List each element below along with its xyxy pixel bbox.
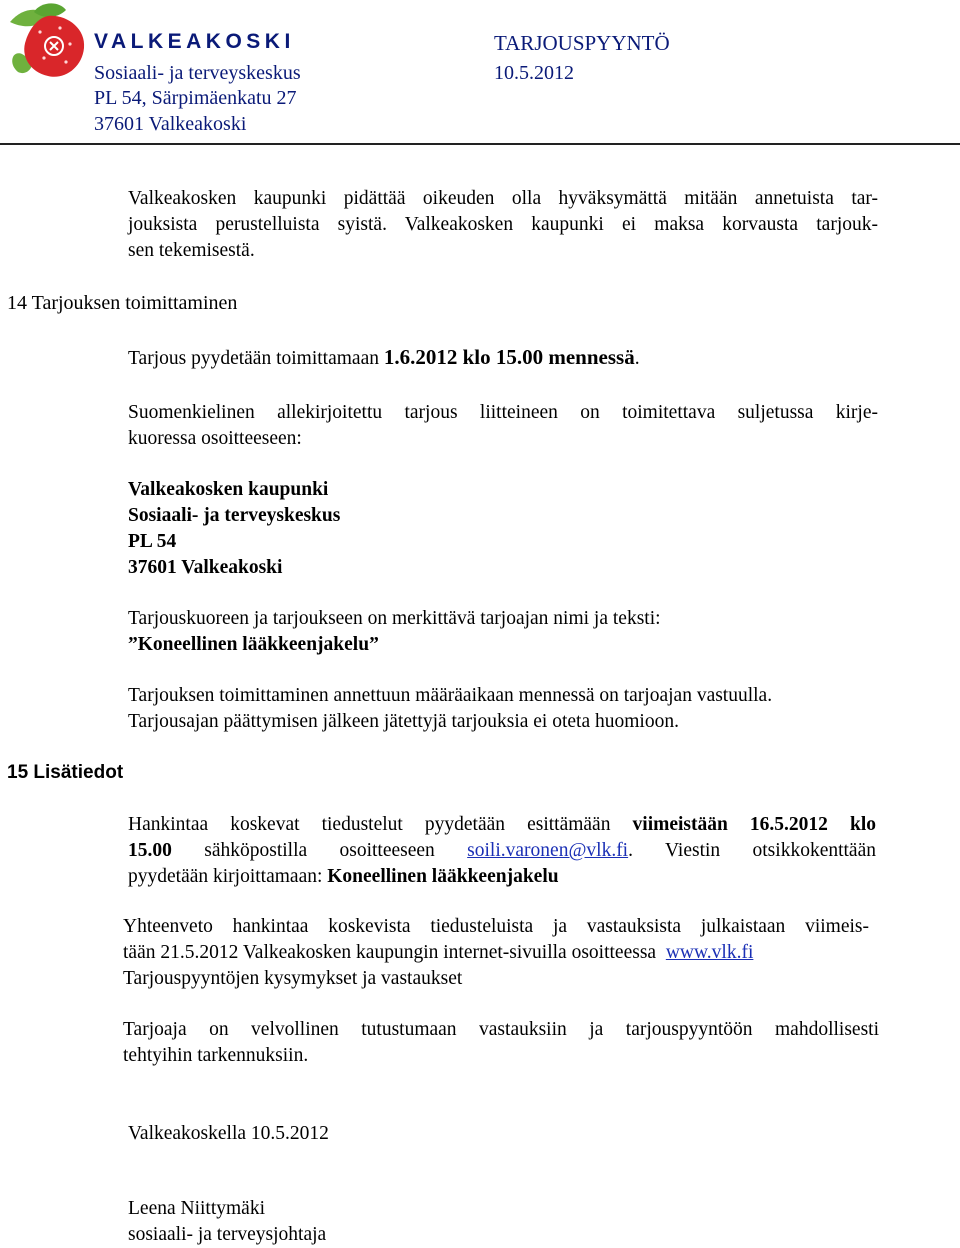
delivery-instructions [128,400,878,452]
summary-prefix: tään 21.5.2012 Valkeakosken kaupungin internet-sivuilla osoitteessa [123,942,666,963]
address-line: Sosiaali- ja terveyskeskus [128,505,341,526]
marking-title: ”Koneellinen lääkkeenjakelu” [128,634,379,655]
deadline-date: 1.6.2012 klo 15.00 mennessä [383,345,635,369]
address-line: 37601 Valkeakoski [128,557,283,578]
header-unit: Sosiaali- ja terveyskeskus [94,62,301,84]
envelope-marking [128,606,661,658]
place-date: Valkeakoskella 10.5.2012 [128,1123,329,1144]
summary-line: Yhteenveto hankintaa koskevista tiedusteluista ja vastauksista julkaistaan viimeis- [123,916,869,937]
summary-line: Tarjouspyyntöjen kysymykset ja vastaukset [123,968,463,989]
marking-text: Tarjouskuoreen ja tarjoukseen on merkittävä tarjoajan nimi ja teksti: [128,608,661,629]
strawberry-logo-icon [4,2,88,80]
inquiries-line [128,812,876,838]
address-line: Valkeakosken kaupunki [128,479,329,500]
responsibility-line: Tarjouksen toimittaminen annettuun määräaikaan mennessä on tarjoajan vastuulla. [128,685,773,706]
inquiries-subject: Koneellinen lääkkeenjakelu [327,866,559,887]
signature-block [128,1196,326,1248]
intro-line: Valkeakosken kaupunki pidättää oikeuden olla hyväksymättä mitään annetuista tar- [128,188,878,209]
instructions-line: Suomenkielinen allekirjoitettu tarjous liitteineen on toimitettava suljetussa kirje- [128,402,878,423]
inquiries-post: . Viestin otsikkokenttään [628,840,876,861]
signer-name: Leena Niittymäki [128,1198,265,1219]
obligation-paragraph [123,1017,879,1069]
responsibility-line: Tarjousajan päättymisen jälkeen jätettyjä tarjouksia ei oteta huomioon. [128,711,679,732]
intro-line: sen tekemisestä. [128,240,255,261]
header-address-line2: 37601 Valkeakoski [94,113,247,135]
inquiries-prefix: Hankintaa koskevat tiedustelut pyydetään esittämään [128,814,633,835]
inquiries-mid: sähköpostilla osoitteeseen [171,840,468,861]
deadline-text [128,344,640,372]
inquiries-paragraph [128,812,876,890]
obligation-line: tehtyihin tarkennuksiin. [123,1045,309,1066]
website-link[interactable]: www.vlk.fi [665,942,754,963]
delivery-address [128,477,340,581]
section-15-heading: 15 Lisätiedot [7,762,124,783]
deadline-prefix: Tarjous pyydetään toimittamaan [128,348,384,369]
obligation-line: Tarjoaja on velvollinen tutustumaan vastauksiin ja tarjouspyyntöön mahdollisesti [123,1019,879,1040]
inquiries-deadline: viimeistään 16.5.2012 klo [632,814,877,835]
org-name: VALKEAKOSKI [94,30,295,53]
address-line: PL 54 [128,531,177,552]
email-link[interactable]: soili.varonen@vlk.fi [467,840,629,861]
summary-paragraph [123,914,869,992]
section-14-heading: 14 Tarjouksen toimittaminen [7,292,238,314]
intro-paragraph [128,186,878,264]
inquiries-line [128,838,876,864]
inquiries-deadline-time: 15.00 [128,840,172,861]
document-type: TARJOUSPYYNTÖ [494,31,670,55]
signer-title: sosiaali- ja terveysjohtaja [128,1224,327,1245]
intro-line: jouksista perustelluista syistä. Valkeakosken kaupunki ei maksa korvausta tarjouk- [128,214,878,235]
inquiries-line [128,864,876,890]
deadline-suffix: . [634,348,640,369]
responsibility-text [128,683,772,735]
instructions-line: kuoressa osoitteeseen: [128,428,302,449]
summary-line [123,940,869,966]
header-date: 10.5.2012 [494,62,574,84]
header-divider [0,143,960,145]
header-address-line1: PL 54, Särpimäenkatu 27 [94,87,297,109]
inquiries-subject-prefix: pyydetään kirjoittamaan: [128,866,328,887]
